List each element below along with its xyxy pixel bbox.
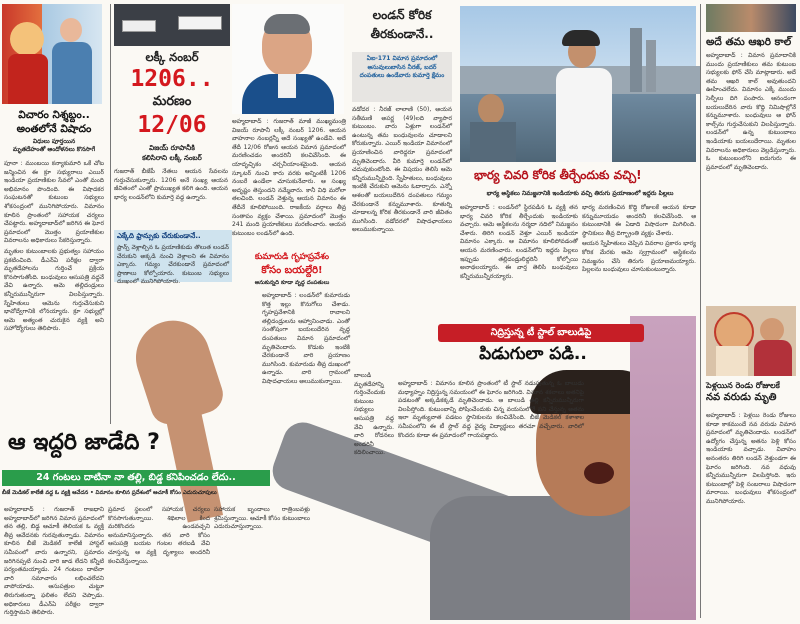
newlyweds-headline-2: నవ వరుడు మృతి (706, 392, 777, 403)
newlyweds-text: అహ్మదాబాద్ : పెళ్లయి రెండు రోజులు కూడా కాకముందే నవ వరుడు విమాన ప్రమాదంలో మృతిచెందాడు. లండన్‌లో ఉద్యోగం చేస్తున్న అతను పెళ్లి కోసం ఇండియాకు వచ్చాడు. వివాహం అనంతరం తిరిగి లండన్ వెళ్తుండగా ఈ ఘోరం జరిగింది. నవ వధువు కన్నీరుమున్నీరుగా విలపిస్తోంది. ఇరు కుటుంబాల్లో పెళ్లి సంబరాలు విషాదంగా మారాయి. బంధువులు శోకసంద్రంలో మునిగిపోయారు. (706, 412, 796, 505)
rupani-sub-1: విజయ్ రూపానీకి (149, 144, 195, 152)
blue-box-text: ఫ్రాన్స్ వెళ్లాల్సిన ఓ ప్రయాణికుడు తొలుత లండన్ చేరుకుని అక్కడి నుంచి వెళ్లాలని ఈ విమానం ఎక్కారు. గమ్యం చేరకుండానే ప్రమాదంలో ప్రాణాలు కోల్పోయారు. కుటుంబ సభ్యులు దుఃఖంలో మునిగిపోయారు. (117, 244, 229, 286)
left-story-byline-1: విధులు పూర్తయిన (32, 138, 76, 145)
right-col-headline: అదే తమ ఆఖరి కాల్ (706, 36, 792, 48)
lucky-label: లక్కీ నంబర్ (145, 50, 199, 64)
london-deck: ఏఐ-171 విమాన ప్రమాదంలో అసువులుబాసిన నీరజ్, బదర్ దంపతులు ఉండేవారు కుమార్తె క్షేమం (352, 52, 452, 102)
rupani-portrait (232, 4, 344, 114)
newlyweds-headline-1: పెళ్లయిన రెండు రోజులకే (706, 381, 780, 390)
tea-stall-headline-2: పిడుగులా పడి.. (479, 344, 587, 364)
left-story-text: పూనా : ముంబయి కన్యాకుమారి ఒకే చోట జన్మించిన ఈ క్రూ సభ్యురాలు ఎయిర్ ఇండియా ప్రయాణికుల సేవలో ఎంతో మంది అభిమానం పొందింది. ఈ విషాదకర సంఘటనతో కుటుంబ సభ్యులు శోకసంద్రంలో మునిగిపోయారు. విమానం కూలిన ప్రాంతంలో సహాయక చర్యలు చేపట్టారు. అహ్మదాబాద్‌లో జరిగిన ఈ ఘోర ప్రమాదంలో మొత్తం ప్రయాణికుల వివరాలను అధికారులు సేకరిస్తున్నారు. మృతుల కుటుంబాలకు ప్రభుత్వం సహాయం ప్రకటించింది. డీఎన్ఏ పరీక్షల ద్వారా మృతదేహాలను గుర్తించే ప్రక్రియ కొనసాగుతోంది. బంధువులు ఆసుపత్రి వద్దనే వేచి ఉన్నారు. ఆమె తల్లిదండ్రులు కన్నీరుమున్నీరుగా విలపిస్తున్నారు. స్నేహితులు ఆమెను గుర్తుచేసుకుని భావోద్వేగానికి లోనయ్యారు. క్రూ సభ్యుల్లో ఆమె అత్యంత చురుకైన వ్యక్తి అని సహోద్యోగులు తెలిపారు. (4, 160, 104, 333)
wife-story-text-2: భార్య మరణించిన కొద్ది రోజులకే ఆయన కూడా కన్నుమూయడం అందరినీ కలచివేసింది. ఆ కుటుంబానికి ఈ ఏడాది విషాదంగా మిగిలింది. స్థానికులు తీవ్ర దిగ్భ్రాంతి వ్యక్తం చేశారు. ఆయన స్నేహితులు చెప్పిన వివరాల ప్రకారం భార్య కోరిక మేరకు ఆమె స్వగ్రామంలో అస్థికలను నిమజ్జనం చేసి తిరుగు ప్రయాణమయ్యారు. పిల్లలను బంధువులు చూసుకుంటున్నారు. (582, 204, 696, 274)
rupani-text-2: గుజరాత్ బీజేపీ నేతలు ఆయన సేవలను గుర్తుచేసుకున్నారు. 1206 అనే సంఖ్య ఆయన జీవితంలో ఎంతో ప్రాముఖ్యత కలిగి ఉంది. ఆయన భార్య లండన్‌లోని కుమార్తె వద్ద ఉన్నారు. (114, 168, 228, 201)
wife-story-deck: భార్య అస్థికలు నిమజ్జనానికి ఇండియాకు వచ్చి తిరుగు ప్రయాణంలో ఇద్దరు పిల్లలు (486, 190, 674, 197)
left-story-photo (2, 4, 102, 104)
kumari-headline-1: కుమారుడి గృహప్రవేశం (254, 252, 330, 262)
missing-sub: 24 గంటలు దాటినా నా తల్లి, బిడ్డ కనిపించడం లేదు.. (2, 470, 270, 486)
blue-box (114, 230, 232, 286)
left-story-headline-1: విచారం నిశ్శబ్దం.. (18, 109, 90, 121)
rupani-text: అహ్మదాబాద్ : గుజరాత్ మాజీ ముఖ్యమంత్రి విజయ్ రూపానీ లక్కీ నంబర్ 1206. ఆయన వాహనాల నంబర్లన్నీ అదే సంఖ్యతో ఉండేవి. అదే తేదీ 12/06 రోజున ఆయన విమాన ప్రమాదంలో మరణించడం అందరినీ కలచివేసింది. ఈ యాదృచ్ఛికం చర్చనీయాంశమైంది. ఆయన స్కూటర్ నుంచి కారు వరకు అన్నింటికీ 1206 నంబరే ఉండేలా చూసుకునేవారు. ఆ సంఖ్య అదృష్టం తెస్తుందని నమ్మేవారు. కానీ విధి మరోలా తలచింది. లండన్ వెళ్తున్న ఆయన విమానం ఈ తేదీనే కూలిపోయింది. రాజకీయ వర్గాలు తీవ్ర సంతాపం వ్యక్తం చేశాయి. ప్రమాదంలో మొత్తం 241 మంది ప్రయాణికులు మరణించారు. ఆయన కుటుంబం లండన్‌లో ఉంది. (232, 118, 346, 237)
right-col-photo (706, 4, 796, 32)
kumari-text: అహ్మదాబాద్ : లండన్‌లో కుమారుడు కొత్త ఇల్లు కొనుగోలు చేశాడు. గృహప్రవేశానికి రావాలని తల్లిదండ్రులను ఆహ్వానించాడు. ఎంతో సంతోషంగా బయలుదేరిన వృద్ధ దంపతులు విమాన ప్రమాదంలో మృతిచెందారు. కొడుకు ఇంటికి చేరకుండానే వారి ప్రయాణం ముగిసింది. కుమారుడు తీవ్ర దుఃఖంలో ఉన్నాడు. వారి గ్రామంలో విషాదఛాయలు అలుముకున్నాయి. (262, 292, 350, 385)
license-plate-photo (114, 4, 230, 46)
rupani-sub-2: కలిసిరాని లక్కీ నంబర్ (142, 154, 202, 162)
london-headline-1: లండన్ కోరిక (372, 8, 432, 22)
missing-deck: బీజే మెడికల్ కాలేజీ వద్ద ఓ వ్యక్తి ఆవేదన • విమానం కూలిన ప్రదేశంలో ఆచూకీ కోసం ఎదురుచూపులు (2, 490, 217, 496)
london-text: వడోదర : నీరజ్ లాలాణి (50), ఆయన సతీమణి అపర్ణ (49)లది వ్యాపార కుటుంబం. వారు ఏళ్లుగా లండన్‌లో ఉంటున్న తమ బంధువులను చూడాలని కోరుకున్నారు. ఎయిర్ ఇండియా విమానంలో ప్రయాణించిన వారిద్దరూ ప్రమాదంలో మృతిచెందారు. వీరి కుమార్తె లండన్‌లో చదువుకుంటోంది. ఈ విషయం తెలిసి ఆమె కన్నీరుమున్నీరైంది. స్నేహితులు, బంధువులు ఇంటికి చేరుకుని ఆమెను ఓదార్చారు. ఎన్నో ఆశలతో బయలుదేరిన దంపతులు గమ్యం చేరకుండానే కన్నుమూశారు. కూతుర్ని చూడాలన్న కోరిక తీరకుండానే వారి జీవితం ముగిసింది. వడోదరలో విషాదఛాయలు అలుముకున్నాయి. (352, 106, 452, 234)
newlyweds-photo (706, 306, 796, 376)
death-date: 12/06 (137, 112, 207, 138)
left-story-byline-2: మృతదేహంతో ఆందోళనలు కొనసాగే (12, 146, 96, 153)
death-label: మరణం (152, 94, 192, 109)
missing-headline: ఆ ఇద్దరి జాడేది ? (8, 430, 160, 455)
missing-text-2: ప్రమాద స్థలంలో సహాయక చర్యలు కొనసాగుతున్నాయి. శిథిలాల కింద మరికొందరు ఉండవచ్చని అనుమానిస్తున్నారు. తన వారి కోసం ఆసుపత్రి బయట గంటల తరబడి వేచి చూస్తున్న ఆ వ్యక్తి దృశ్యాలు అందరినీ కలచివేస్తున్నాయి. (108, 506, 210, 565)
wife-story-headline: భార్య చివరి కోరిక తీర్చేందుకు వచ్చి! (474, 168, 642, 182)
blue-box-headline: ఎక్కేది ఫ్రాన్సుకు చేరుకుండానే.. (117, 232, 201, 240)
right-col-text: అహ్మదాబాద్ : విమాన ప్రమాదానికి ముందు ప్రయాణికులు తమ కుటుంబ సభ్యులకు ఫోన్ చేసి మాట్లాడారు. అదే తమ ఆఖరి కాల్ అవుతుందని ఊహించలేదు. విమానం ఎక్కే ముందు సెల్ఫీలు దిగి పంపారు. ఆనందంగా బయలుదేరిన వారు కొద్ది నిమిషాల్లోనే కన్నుమూశారు. బంధువులు ఆ ఫోన్ కాల్స్‌ను గుర్తుచేసుకుని విలపిస్తున్నారు. లండన్‌లో ఉన్న కుటుంబాలు ఇండియాకు బయలుదేరాయి. మృతుల వివరాలను అధికారులు వెల్లడిస్తున్నారు. ఓ కుటుంబంలోని ఐదుగురు ఈ ప్రమాదంలో మృతిచెందారు. (706, 52, 796, 171)
left-story-headline-2: అంతలోనే విషాదం (16, 123, 92, 135)
missing-text: అహ్మదాబాద్ : గుజరాత్ రాజధాని అహ్మదాబాద్‌లో జరిగిన విమాన ప్రమాదంలో తన తల్లి, బిడ్డ ఆచూకీ తెలియక ఓ వ్యక్తి తీవ్ర ఆవేదనకు గురవుతున్నాడు. విమానం కూలిన బీజే మెడికల్ కాలేజీ హాస్టల్ సమీపంలో వారు ఉన్నారని, ప్రమాదం జరిగినప్పటి నుంచి వారి జాడ లేదని కన్నీటి పర్యంతమయ్యాడు. 24 గంటలు దాటినా వారి సమాచారం లభించలేదని వాపోయాడు. ఆసుపత్రుల చుట్టూ తిరుగుతున్నా ఫలితం లేదని చెప్పాడు. అధికారులు డీఎన్ఏ పరీక్షల ద్వారా గుర్తిస్తామని తెలిపారు. (4, 506, 104, 617)
tea-stall-headline-1: నిద్రిస్తున్న టీ స్టాల్ బాలుడిపై (438, 324, 644, 342)
london-headline-2: తీరకుండానే.. (370, 27, 434, 41)
wife-story-text: అహ్మదాబాద్ : లండన్‌లో స్థిరపడిన ఓ వ్యక్తి తన భార్య చివరి కోరిక తీర్చేందుకు ఇండియాకు వచ్చారు. ఆమె అస్థికలను నర్మదా నదిలో నిమజ్జనం చేశారు. తిరిగి లండన్ వెళ్తూ ఎయిర్ ఇండియా విమానం ఎక్కారు. ఆ విమానం కూలిపోవడంతో ఆయన మరణించారు. లండన్‌లోని ఇద్దరు పిల్లలు ఇప్పుడు తల్లిదండ్రులిద్దరినీ కోల్పోయి అనాథలయ్యారు. ఈ వార్త తెలిసి బంధువులు కన్నీరుమున్నీరయ్యారు. (460, 204, 578, 280)
lucky-number: 1206.. (130, 66, 214, 92)
kumari-deck: అనుకున్నది కూడా వృద్ధ దంపతులు (254, 280, 330, 286)
tea-stall-text: అహ్మదాబాద్ : విమానం కూలిన ప్రాంతంలో టీ స్టాల్ నడుపుతున్న ఓ బాలుడు మధ్యాహ్నం నిద్రిస్తున్న సమయంలో ఈ ఘోరం జరిగింది. విమాన శకలాలు అతనిపై పడటంతో అక్కడికక్కడే మృతిచెందాడు. ఆ బాలుడి తల్లి కన్నీరుమున్నీరుగా విలపిస్తోంది. కుటుంబాన్ని పోషించేందుకు చిన్న వయసులోనే పని చేస్తున్న అతను ఇలా మృత్యువాత పడటం స్థానికులను కలచివేసింది. బీజే మెడికల్ కళాశాల సమీపంలోని ఈ టీ స్టాల్ వద్ద వైద్య విద్యార్థులు తరచూ వచ్చేవారు. వారిలో కొందరు కూడా ఈ ప్రమాదంలో గాయపడ్డారు. (398, 380, 584, 439)
wife-story-photo (460, 6, 696, 162)
missing-text-3: సహాయక బృందాలు రాత్రింబవళ్లు శ్రమిస్తున్నాయి. ఆచూకీ కోసం కుటుంబాలు ఎదురుచూస్తున్నాయి. (214, 506, 310, 531)
kumari-headline-2: కోసం బయల్దేరి! (261, 265, 323, 276)
tea-stall-text-col: బాలుడి మృతదేహాన్ని గుర్తించేందుకు కుటుంబ సభ్యులు ఆసుపత్రి వద్ద వేచి ఉన్నారు. వారి రోదనలు అందరినీ కదిలించాయి. (354, 372, 394, 457)
